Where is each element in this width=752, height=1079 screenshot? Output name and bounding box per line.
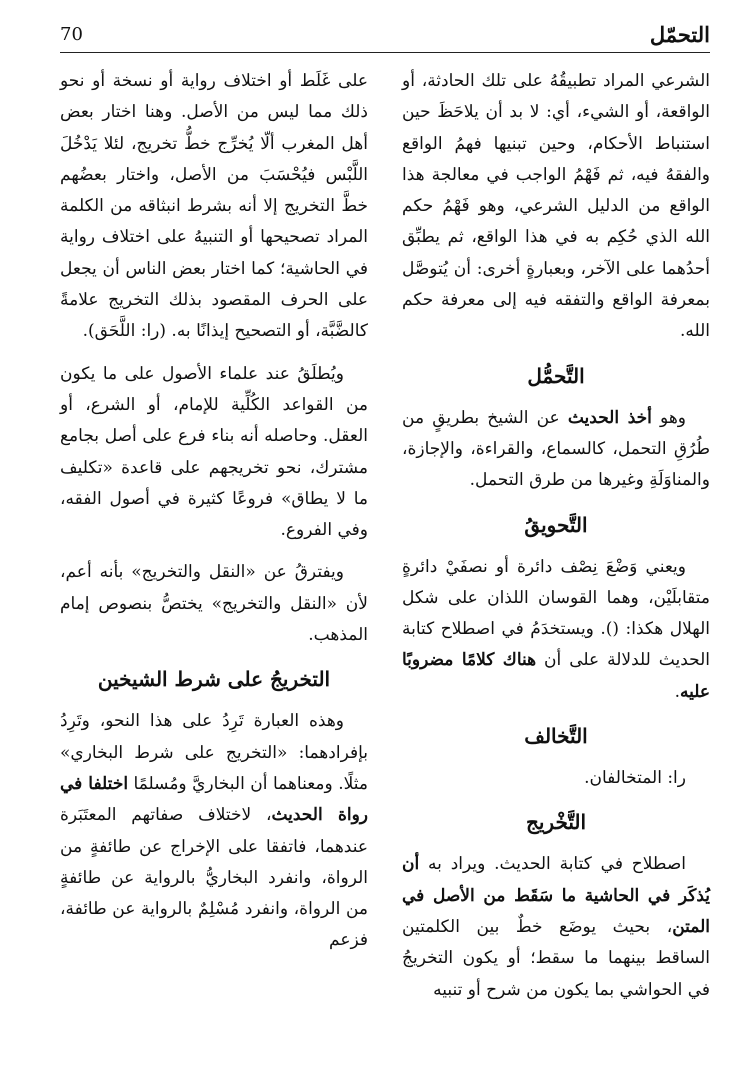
entry-heading-takhrij: التَّخْريج	[525, 810, 587, 835]
text-run: عن الشيخ بطريقٍ من طُرُقِ التحمل، كالسماع، والقراءة، والإجازة، والمناوَلَةِ وغيرها من طرق التحمل.	[402, 407, 710, 491]
entry-body-takhaluf: را: المتخالفان.	[584, 768, 686, 789]
text-run: اصطلاح في كتابة الحديث. ويراد به	[419, 854, 686, 875]
page-header	[60, 18, 710, 52]
text-run: ، لاختلاف صفاتهم المعتَبَرة عندهما، فاتفقا على الإخراج عن طائفةٍ من الرواة، وانفرد البخاريُّ بالرواية عن طائفةٍ من الرواة، وانفرد مُسْلِمٌ بالرواية عن طائفة، فزعم	[60, 805, 368, 951]
left-column	[60, 66, 368, 968]
continued-paragraph: على غَلَط أو اختلاف رواية أو نسخة أو نحو ذلك مما ليس من الأصل. وهنا اختار بعض أهل المغرب ألّا يُخرِّج خطُّ تخريج، لئلا يَدْخُلَ اللَّبْس فيُحْسَبَ من الأصل، واختار بعضُهم خطَّ التخريج إلا أنه بشرط انبثاقه من الكلمة المراد تصحيحها أو التنبيهُ على اختلاف رواية في الحاشية؛ كما اختار بعض الناس أن يجعل على الحرف المقصود بذلك التخريج علامةً كالضَّبَّة، أو التصحيح إيذانًا به. (را: اللَّحَق).	[60, 71, 368, 342]
entry-heading-tahammul: التَّحمُّل	[527, 363, 585, 388]
paragraph-naql: ويفترقُ عن «النقل والتخريج» بأنه أعم، لأن «النقل والتخريج» يختصُّ بنصوص إمام المذهب.	[60, 562, 368, 646]
bold-term: أن يُذكَر في الحاشية ما سَقَط من الأصل في المتن	[402, 854, 710, 937]
entry-body-takhrij	[402, 849, 710, 1005]
right-column	[402, 66, 710, 1017]
text-run: .	[674, 681, 680, 702]
entry-heading-takhaluf: التَّخالف	[524, 724, 588, 749]
text-run: ويعني وَضْعَ نِصْف دائرة أو نصفَيْ دائرةٍ متقابلَيْن، وهما القوسان اللذان على شكل الهلال هكذا: (). ويستخدَمُ في اصطلاح كتابة الحديث للدلالة على أن	[402, 556, 710, 671]
page-number: 70	[60, 24, 83, 45]
entry-body-shaykhayn	[60, 706, 368, 956]
text-run: وهذه العبارة تَرِدُ على هذا النحو، وتَرِدُ بإفرادهما: «التخريج على شرط البخاري» مثلًا. ومعناهما أن البخاريَّ ومُسلمًا	[60, 711, 368, 794]
text-run: ، بحيث يوضَع خطٌ بين الكلمتين الساقط بينهما ما سقط؛ أو يكون التخريجُ في الحواشي بما يكون من شرح أو تنبيه	[402, 916, 710, 1000]
text-run: وهو	[651, 407, 686, 428]
bold-term: أخذ الحديث	[567, 407, 652, 428]
entry-heading-shaykhayn: التخريجُ على شرط الشيخين	[97, 667, 331, 692]
entry-heading-tahwiq: التَّحويقُ	[524, 512, 588, 537]
entry-body-tahammul	[402, 403, 710, 497]
continued-paragraph: الشرعي المراد تطبيقُهُ على تلك الحادثة، أو الواقعة، أو الشيء، أي: لا بد أن يلاحَظَ حين استنباط الأحكام، وحين تبنيها فهمُ الواقع والفقهُ فيه، ثم فَهْمُ الواجب في معالجة هذا الواقع من الدليل الشرعي، وهو فَهْمُ حكم الله الذي حُكِم به في هذا الواقع، ثم يطبِّق أحدُهما على الآخر، وبعبارةٍ أخرى: أن يُتوصَّل بمعرفة الواقع والتفقه فيه إلى معرفة حكم الله.	[402, 71, 710, 342]
bold-term: اختلفا في رواة الحديث	[60, 773, 368, 826]
running-title: التحمّل	[649, 22, 710, 47]
bold-term: هناك كلامًا مضروبًا عليه	[402, 650, 710, 702]
paragraph-usul: ويُطلَقُ عند علماء الأصول على ما يكون من القواعد الكُلِّية للإمام، أو الشرع، أو العقل. وحاصله أنه بناء فرع على أصل بجامع مشترك، نحو تخريجهم على قاعدة «تكليف ما لا يطاق» فروعًا كثيرة في أصول الفقه، وفي الفروع.	[60, 363, 368, 541]
entry-body-tahwiq	[402, 552, 710, 708]
header-rule	[60, 52, 710, 53]
